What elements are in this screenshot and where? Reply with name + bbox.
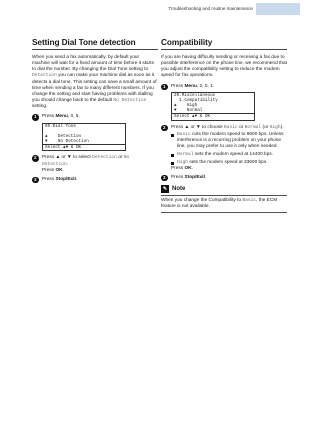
key-label: Stop/Exit (55, 176, 77, 182)
step-3 (161, 175, 287, 181)
dial-tone-section (32, 37, 158, 186)
step-number-icon: 1 (33, 114, 37, 120)
bullet-square-icon (171, 134, 174, 137)
step-3 (32, 177, 158, 183)
option-mono: High (177, 159, 189, 165)
intro-text: you can make your machine dial as soon as it detects a dial tone. This setting can save a small amount of time when sending a fax to many different numbers. If you change the setting and start having problems with dialling you should change back to the default (32, 73, 157, 104)
lcd-display (42, 123, 126, 152)
step-text: Press (42, 167, 56, 173)
step-text: . (62, 167, 64, 173)
page-header (0, 0, 300, 16)
option-mono: Detection (92, 155, 117, 161)
pencil-icon: ✎ (162, 185, 168, 192)
lcd-line: ▲ High (174, 103, 198, 109)
compatibility-intro: If you are having difficulty sending or receiving a fax due to possible interference on the phone line, we recommend that you adjust the compatibility setting to reduce the modem speed for fax operations. (161, 55, 287, 79)
step-text: or (116, 155, 124, 161)
step-text: Press (42, 176, 56, 182)
lcd-line: ▼ No Detection (45, 139, 89, 145)
step-2 (32, 155, 158, 173)
intro-mono: Detection (32, 73, 57, 79)
step-text: , 2, 0, 1. (196, 83, 215, 89)
step-text: Press (171, 83, 185, 89)
bullet-text: cuts the modem speed to 9600 bps. Unless interference is a recurring problem on your phone line, you may prefer to use it only when needed. (177, 132, 284, 150)
option-mono: Basic (177, 132, 191, 138)
step-number-icon: 1 (162, 83, 166, 89)
note-text: , the ECM feature is not available. (161, 197, 278, 209)
step-number-icon: 3 (162, 174, 166, 180)
lcd-line: 1.Compatibility (174, 97, 218, 103)
lcd-display (171, 92, 255, 121)
option-mono: No Detection (42, 155, 130, 167)
lcd-line: ▲ Detection (45, 133, 82, 139)
lcd-line: ▼ Normal (174, 108, 203, 114)
note-header (161, 185, 287, 196)
step-1 (32, 114, 158, 151)
bullet-text: sets the modem speed at 14400 bps. (193, 152, 274, 158)
step-text: (or (261, 124, 270, 130)
intro-mono: No Detection (113, 98, 147, 104)
step-number-icon: 2 (162, 124, 166, 130)
bullet-square-icon (171, 154, 174, 157)
lcd-line: Select ▲▼ & OK (43, 144, 125, 150)
bullet-item (171, 152, 287, 158)
lcd-line: 20.Miscellaneous (174, 92, 216, 98)
option-mono: Normal (244, 124, 262, 130)
step-text: , 0, 5. (67, 114, 80, 120)
note-text: When you change the Compatibility to (161, 197, 243, 203)
key-label: Stop/Exit (184, 174, 206, 180)
step-text: . (191, 165, 193, 171)
intro-text: When you send a fax automatically, by default your machine will wait for a fixed amount of time before it starts to dial the number. By changing the Dial Tone setting to (32, 55, 154, 73)
bullet-square-icon (171, 162, 174, 165)
step-number-icon: 2 (33, 155, 37, 161)
option-mono: Basic (242, 197, 257, 203)
step-text: Press ▲ or ▼ to choose (171, 124, 224, 130)
note-label: Note (172, 185, 186, 192)
step-text: . (66, 161, 69, 167)
key-label: OK (184, 165, 192, 171)
lcd-line: Select ▲▼ & OK (172, 113, 254, 119)
step-text: . (76, 176, 78, 182)
key-label: Menu (184, 83, 197, 89)
intro-text: setting. (32, 104, 48, 110)
section-title-dial-tone: Setting Dial Tone detection (32, 37, 158, 50)
lcd-line: 05.Dial Tone (45, 123, 76, 129)
step-text: Press ▲ or ▼ to select (42, 155, 93, 161)
compatibility-section (161, 37, 287, 213)
step-text: Press (171, 165, 185, 171)
step-2 (161, 125, 287, 172)
step-number-icon: 3 (33, 176, 37, 182)
step-text: Press (171, 174, 185, 180)
option-mono: Normal (177, 152, 194, 158)
bullet-item (171, 132, 287, 150)
option-mono: Basic (223, 124, 238, 130)
note-body (161, 196, 287, 213)
dial-tone-intro (32, 55, 158, 110)
step-text: or (237, 124, 245, 130)
key-label: OK (55, 167, 63, 173)
step-1 (161, 84, 287, 121)
header-title: Troubleshooting and routine maintenance (168, 6, 253, 11)
page-number-tab (256, 3, 300, 15)
step-text: Press (42, 114, 56, 120)
option-mono: High (269, 124, 281, 130)
note-box (161, 185, 287, 213)
bullet-text: sets the modem speed at 33600 bps. (188, 159, 268, 165)
bullet-item (171, 160, 287, 166)
step-text: ). (280, 124, 284, 130)
section-title-compatibility: Compatibility (161, 37, 287, 50)
key-label: Menu (55, 114, 68, 120)
step-text: . (205, 174, 207, 180)
